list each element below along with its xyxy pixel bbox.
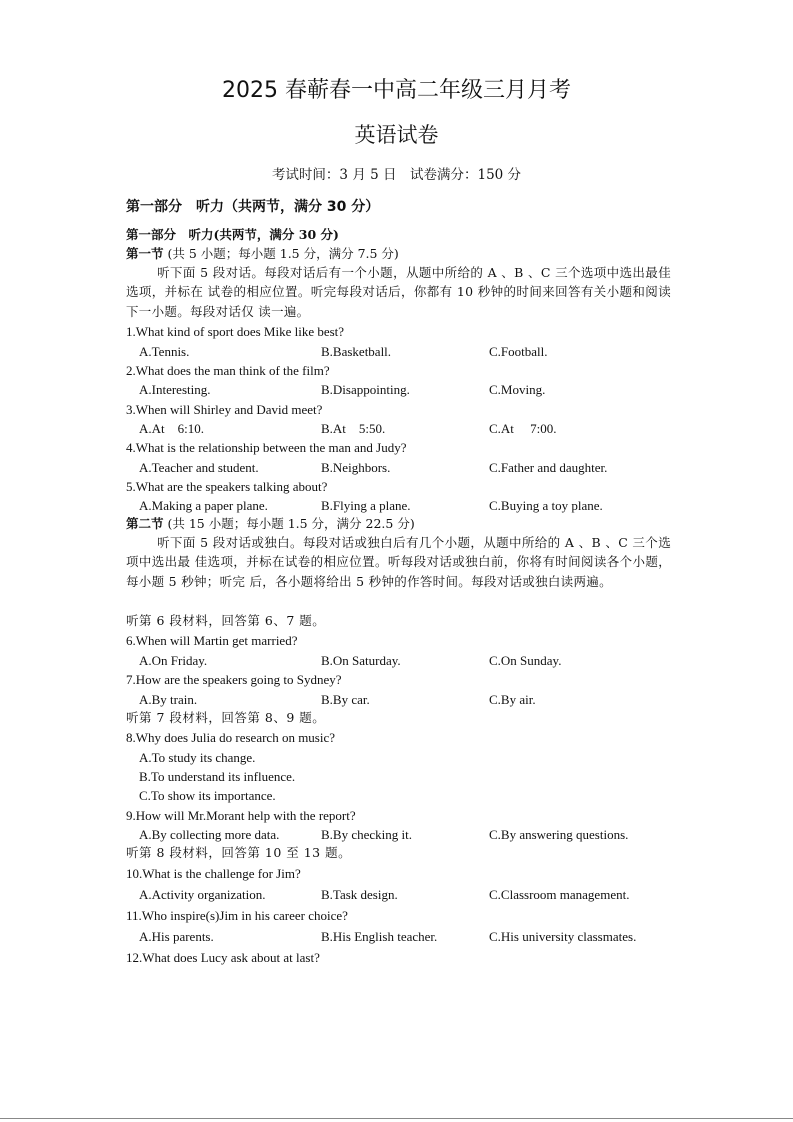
section2-instructions-text: 听下面 5 段对话或独白。每段对话或独白后有几个小题，从题中所给的 A 、B 、C 三个选项中选出最 佳选项，并标在试卷的相应位置。听每段对话或独白前，你将有时间阅读各个小题，每小题 5 秒钟；听完 后，各小题将给出 5 秒钟的作答时间。每段对话或独白读两遍。 [126,535,671,589]
question-2-option-a: A.Interesting. [139,382,211,397]
question-4-stem: 4.What is the relationship between the man and Judy? [126,440,407,455]
material-6-note: 听第 6 段材料，回答第 6、7 题。 [126,613,326,628]
question-8-option-a: A.To study its change. [139,750,256,765]
section2-rule: (共 15 小题；每小题 1.5 分，满分 22.5 分) [163,516,415,531]
section2-label: 第二节 [126,516,164,531]
section1-label: 第一节 [126,246,164,261]
question-1-option-b: B.Basketball. [321,344,392,359]
question-7-option-c: C.By air. [489,692,536,707]
question-6-option-c: C.On Sunday. [489,653,562,668]
section1-heading [126,248,399,261]
question-4-option-a: A.Teacher and student. [139,460,259,475]
question-2-option-c: C.Moving. [489,382,546,397]
question-1-stem: 1.What kind of sport does Mike like best? [126,324,345,339]
question-9-option-b: B.By checking it. [321,827,412,842]
question-4-option-b: B.Neighbors. [321,460,391,475]
question-2-option-b: B.Disappointing. [321,382,410,397]
section2-heading [126,518,415,531]
question-2-stem: 2.What does the man think of the film? [126,363,330,378]
question-10-option-a: A.Activity organization. [139,887,266,902]
question-8-stem: 8.Why does Julia do research on music? [126,730,336,745]
question-5-stem: 5.What are the speakers talking about? [126,479,328,494]
part1-heading: 第一部分 听力（共两节，满分 30 分） [126,199,380,215]
question-9-option-c: C.By answering questions. [489,827,629,842]
question-3-option-a: A.At 6:10. [139,421,205,436]
question-9-option-a: A.By collecting more data. [139,827,280,842]
page-bottom-divider [0,1118,793,1119]
question-7-option-a: A.By train. [139,692,198,707]
question-1-option-c: C.Football. [489,344,548,359]
question-3-stem: 3.When will Shirley and David meet? [126,402,323,417]
section1-instructions-text: 听下面 5 段对话。每段对话后有一个小题，从题中所给的 A 、B 、C 三个选项中选出最佳选项，并标在 试卷的相应位置。听完每段对话后，你都有 10 秒钟的时间来回答有关小题和阅读下一小题。每段对话仅 读一遍。 [126,265,671,319]
question-7-option-b: B.By car. [321,692,370,707]
exam-subtitle: 英语试卷 [354,123,439,147]
question-11-option-a: A.His parents. [139,929,214,944]
material-7-note: 听第 7 段材料，回答第 8、9 题。 [126,710,326,725]
question-8-option-b: B.To understand its influence. [139,769,296,784]
question-12-stem: 12.What does Lucy ask about at last? [126,950,320,965]
question-10-stem: 10.What is the challenge for Jim? [126,866,301,881]
question-6-option-a: A.On Friday. [139,653,208,668]
exam-title: 2025 春蕲春一中高二年级三月月考 [222,78,571,103]
question-10-option-b: B.Task design. [321,887,398,902]
section1-instructions [126,263,671,321]
question-11-option-c: C.His university classmates. [489,929,637,944]
question-1-option-a: A.Tennis. [139,344,190,359]
question-3-option-c: C.At 7:00. [489,421,557,436]
section2-instructions [126,533,671,591]
question-7-stem: 7.How are the speakers going to Sydney? [126,672,342,687]
question-5-option-a: A.Making a paper plane. [139,498,268,513]
section1-rule: (共 5 小题；每小题 1.5 分，满分 7.5 分) [163,246,399,261]
question-10-option-c: C.Classroom management. [489,887,630,902]
question-11-stem: 11.Who inspire(s)Jim in his career choice? [126,908,348,923]
question-6-option-b: B.On Saturday. [321,653,401,668]
question-3-option-b: B.At 5:50. [321,421,386,436]
exam-info: 考试时间：3 月 5 日 试卷满分：150 分 [271,167,522,183]
question-8-option-c: C.To show its importance. [139,788,276,803]
question-9-stem: 9.How will Mr.Morant help with the report? [126,808,356,823]
material-8-note: 听第 8 段材料，回答第 10 至 13 题。 [126,845,352,860]
question-5-option-c: C.Buying a toy plane. [489,498,603,513]
question-5-option-b: B.Flying a plane. [321,498,411,513]
part1-subheading: 第一部分 听力(共两节，满分 30 分) [126,227,339,242]
question-6-stem: 6.When will Martin get married? [126,633,298,648]
question-11-option-b: B.His English teacher. [321,929,438,944]
question-4-option-c: C.Father and daughter. [489,460,608,475]
